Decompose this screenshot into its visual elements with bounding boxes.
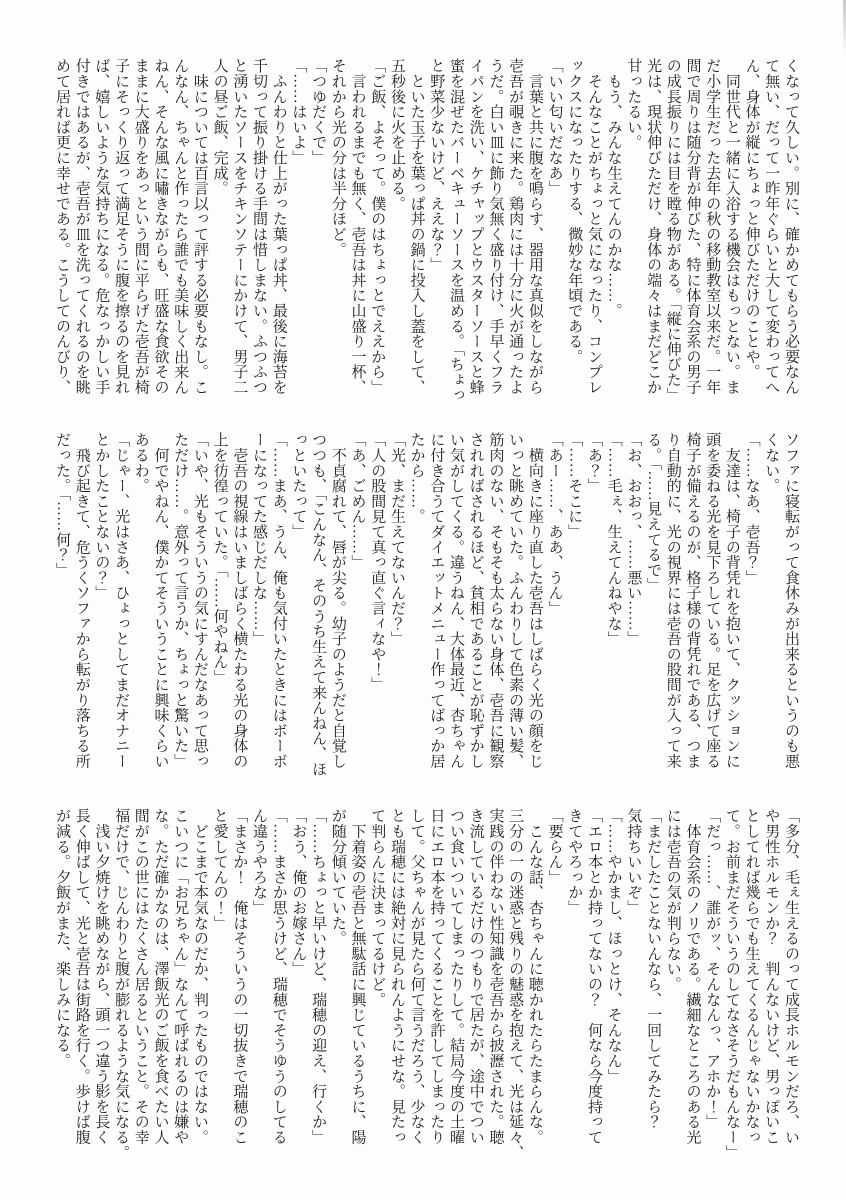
- text-column: 「お、おおっ、……悪い……」: [625, 432, 642, 647]
- text-column: きてやろっか」: [566, 808, 583, 916]
- text-column: そんなことがちょっと気になったり、コンプレ: [585, 58, 602, 395]
- text-column: き流しているだけのつもりで居たが、途中でつい: [467, 808, 484, 1145]
- text-column: ねん、そんな風に嘯きながらも、旺盛な食欲その: [152, 58, 169, 395]
- text-column: だ小学生だった去年の秋の移動教室以来だ。一年: [704, 58, 721, 395]
- text-column: が減る。夕飯がまた、楽しみになる。: [53, 808, 70, 1069]
- text-column: と湧いたソースをチキンソテーにかけて、男子二: [231, 58, 248, 395]
- text-column: いっと眺めていた。ふんわりして色素の薄い髪、: [507, 432, 524, 769]
- text-column: 浅い夕焼けを眺めながら、頭一つ違う影を長く: [93, 808, 110, 1145]
- text-band-middle: [51, 432, 800, 784]
- text-column: 「……まあ、うん、俺も気付いたときにはボーボ: [270, 432, 287, 769]
- text-column: 甘ったるい。: [625, 58, 642, 150]
- text-column: といた玉子を葉っぱ丼の鍋に投入し蓋をして、: [408, 58, 425, 395]
- text-column: 「……そこに」: [566, 432, 583, 540]
- text-column: に付き合うてダイエットメニュー作ってばっか居: [428, 432, 445, 769]
- text-column: して。父ちゃんが見たら何て言うだろう、少なく: [408, 808, 425, 1145]
- text-column: 頭を委ねる光を見下ろしている。足を広げて座る: [704, 432, 721, 769]
- text-column: 友達は、椅子の背凭れを抱いて、クッションに: [723, 432, 740, 769]
- text-column: それから光の分は半分ほど。: [329, 58, 346, 257]
- text-column: 「……なあ、壱吾？」: [743, 432, 760, 585]
- text-column: 壱吾の視線はいましばらく横たわる光の身体の: [231, 432, 248, 769]
- text-column: 「まだしたことないんなら、一回してみたら？: [645, 808, 662, 1130]
- text-column: 子にそっくり返って満足そうに腹を擦るのを見れ: [113, 58, 130, 395]
- text-column: 「光、まだ生えてないんだ？」: [388, 432, 405, 647]
- text-column: とかしたことないの？」: [93, 432, 110, 601]
- text-column: 「あー……、ああ、うん」: [546, 432, 563, 616]
- text-column: り自動的に、光の視界には壱吾の股間が入って来: [664, 432, 681, 769]
- text-column: 「……まさか思うけど、瑞穂でそうゆうのしてる: [270, 808, 287, 1145]
- text-column: て判らんに決まってるけど。: [369, 808, 386, 1007]
- text-column: 「……やかまし、ほっとけ、そんなん」: [605, 808, 622, 1084]
- text-column: 壱吾が覗きに来た。鶏肉には十分に火が通ったよ: [507, 58, 524, 395]
- text-column: くなって久しい。別に、確かめてもらう必要なん: [783, 58, 799, 395]
- text-column: い気がしてくる。違うねん、大体最近、杏ちゃん: [448, 432, 465, 769]
- text-column: 「いい匂いだなあ」: [546, 58, 563, 196]
- text-column: 「……毛ぇ、生えてんねやな」: [605, 432, 622, 647]
- text-column: 「まさか！ 俺はそういうの一切抜きで瑞穂のこ: [231, 808, 248, 1145]
- text-column: 長く伸ばして、光と壱吾は街路を行く。歩けば腹: [73, 808, 90, 1145]
- text-column: 千切って振り掛ける手間は惜しまない。ふつふつ: [251, 58, 268, 395]
- text-column: 「……はいよ」: [290, 58, 307, 166]
- text-column: ックスになったりする、微妙な年頃である。: [566, 58, 583, 364]
- text-column: と愛してんの！」: [211, 808, 228, 931]
- text-column: あるわ。: [132, 432, 149, 494]
- text-column: くない。: [763, 432, 780, 494]
- text-column: されればされるほど、貧相であることが恥ずかし: [467, 432, 484, 769]
- text-column: 「いや、光もそういうの気にすんだなあって思っ: [191, 432, 208, 769]
- text-column: 蜜を混ぜたバーベキューソースを温める。「ちょっ: [448, 58, 465, 403]
- text-column: ーになってた感じだしな……」: [251, 432, 268, 647]
- text-band-top: [51, 58, 800, 410]
- text-column: 五秒後に火を止める。: [388, 58, 405, 211]
- text-column: 飛び起きて、危うくソファから転がり落ちる所: [73, 432, 90, 769]
- text-column: や男性ホルモンか？ 判んないけど、男っぽいこ: [763, 808, 780, 1145]
- text-column: 上を彷徨っていた。「……何やねん」: [211, 432, 228, 685]
- text-column: 間がこの世にはたくさん居るということ。その幸: [132, 808, 149, 1145]
- text-column: 「……ちょっと早いけど、瑞穂の迎え、行くか」: [310, 808, 327, 1145]
- text-column: んなん、ちゃんと作ったら誰でも美味しく出来ん: [172, 58, 189, 395]
- text-band-bottom: [51, 808, 800, 1160]
- text-column: 「あ、ごめん……」: [349, 432, 366, 570]
- text-column: 三分の一の迷惑と残りの魅惑を抱えて、光は延々、: [507, 808, 524, 1160]
- text-column: 「多分、毛ぇ生えるのって成長ホルモンだろ、い: [783, 808, 799, 1145]
- text-column: 人の昼ご飯、完成。: [211, 58, 228, 196]
- text-column: て無い、だって一昨年ぐらいと大して変わってへ: [763, 58, 780, 395]
- text-column: 「じゃー、光はさあ、ひょっとしてまだオナニー: [113, 432, 130, 769]
- text-column: ば、嬉しいような気持ちになる。危なっかしい手: [93, 58, 110, 395]
- text-column: 「おう、俺のお嫁さん」: [290, 808, 307, 977]
- text-column: 言葉と共に腹を鳴らす、器用な真似をしながら: [526, 58, 543, 395]
- text-column: 不貞腐れて、唇が尖る。幼子のようだと自覚し: [329, 432, 346, 769]
- text-column: な。ただ確かなのは、澤飯光のご飯を食べたい人: [152, 808, 169, 1145]
- text-column: 「要らん」: [546, 808, 563, 885]
- text-column: 筋肉のない、そもそも太らない身体、壱吾に観察: [487, 432, 504, 769]
- text-column: っといたって」: [290, 432, 307, 540]
- text-column: 気持ちいいぞ」: [625, 808, 642, 916]
- text-column: 光は、現状伸びただけ、身体の端々はまだどこか: [645, 58, 662, 395]
- text-column: 横向きに座り直した壱吾はしばらく光の顔をじ: [526, 432, 543, 769]
- text-column: としてれば幾らでも生えてくるんじゃないかなっ: [743, 808, 760, 1145]
- text-column: とも瑞穂には絶対に見られんようにせな。見たっ: [388, 808, 405, 1145]
- text-column: どこまで本気なのだか、判ったものではない。: [191, 808, 208, 1145]
- text-column: 下着姿の壱吾と無駄話に興じているうちに、陽: [349, 808, 366, 1145]
- text-column: 間で周りは随分背が伸びた、特に体育会系の男子: [684, 58, 701, 395]
- text-column: 「ご飯、よそって。僕のはちょっとでええから」: [369, 58, 386, 395]
- text-column: 何でやねん、僕かてそういうことに興味くらい: [152, 432, 169, 769]
- text-column: つい食いついてしまったりして。結局今度の土曜: [448, 808, 465, 1145]
- text-column: て。お前まだそういうのしてなさそうだもんなー」: [723, 808, 740, 1160]
- text-column: イパンを洗い、ケチャップとウスターソースと蜂: [467, 58, 484, 395]
- text-column: ただけ……。意外って言うか、ちょっと驚いた」: [172, 432, 189, 769]
- text-column: 椅子が備えるのが、格子様の背凭れである、つま: [684, 432, 701, 769]
- text-column: つつも、「こんなん、そのうち生えて来んねん、ほ: [310, 432, 327, 777]
- text-column: が随分傾いていた。: [329, 808, 346, 946]
- text-column: 付きではあるが、壱吾が皿を洗ってくれるのを眺: [73, 58, 90, 395]
- text-column: うだ。白い皿に飾り気無く盛り付け、手早くフラ: [487, 58, 504, 395]
- text-column: ん、身体が縦にちょっと伸びただけのことや。: [743, 58, 760, 380]
- text-column: もう、みんな生えてんのかな……。: [605, 58, 622, 319]
- text-column: 「つゆだくで」: [310, 58, 327, 166]
- text-column: 同世代と一緒に入浴する機会はもっとない。ま: [723, 58, 740, 395]
- text-column: 実践の伴わない性知識を壱吾から披瀝された。聴: [487, 808, 504, 1145]
- text-column: めて居れば更に幸せである。こうしてのんびり、: [53, 58, 70, 395]
- text-column: 「あ？」: [585, 432, 602, 494]
- text-column: の成長振りには目を瞠る物がある。「縦に伸びた」: [664, 58, 681, 403]
- text-column: 味については百言以って評する必要もなし。こ: [191, 58, 208, 395]
- text-column: ふんわりと仕上がった葉っぱ丼、最後に海苔を: [270, 58, 287, 395]
- text-column: と野菜少ないけど、ええな？」: [428, 58, 445, 273]
- text-column: 福だけで、じんわりと腹が膨れるような気になる。: [113, 808, 130, 1160]
- text-column: ままに大盛りをあっという間に平らげた壱吾が椅: [132, 58, 149, 395]
- text-column: 「人の股間見て真っ直ぐ言ィなや！」: [369, 432, 386, 693]
- text-column: こいつに「お兄ちゃん」なんて呼ばれるのは嫌や: [172, 808, 189, 1145]
- text-column: 言われるまでも無く、壱吾は丼に山盛り一杯、: [349, 58, 366, 395]
- text-column: る。「……見えてるで」: [645, 432, 662, 593]
- text-column: には壱吾の気が判らない。: [664, 808, 681, 992]
- text-column: だった。「……何？」: [53, 432, 70, 578]
- text-column: ん違うやろな」: [251, 808, 268, 916]
- text-column: 「エロ本とか持ってないの？ 何なら今度持って: [585, 808, 602, 1145]
- text-column: 体育会系のノリである。繊細なところのある光: [684, 808, 701, 1145]
- text-column: ソファに寝転がって食休みが出来るというのも悪: [783, 432, 799, 769]
- text-column: 日にエロ本を持ってくることを許してしまったり: [428, 808, 445, 1145]
- text-column: 「だっ……、誰がッ、そんなんっ、アホか！」: [704, 808, 721, 1130]
- text-column: たから……。: [408, 432, 425, 524]
- text-column: こんな話、杏ちゃんに聴かれたらたまらんな。: [526, 808, 543, 1145]
